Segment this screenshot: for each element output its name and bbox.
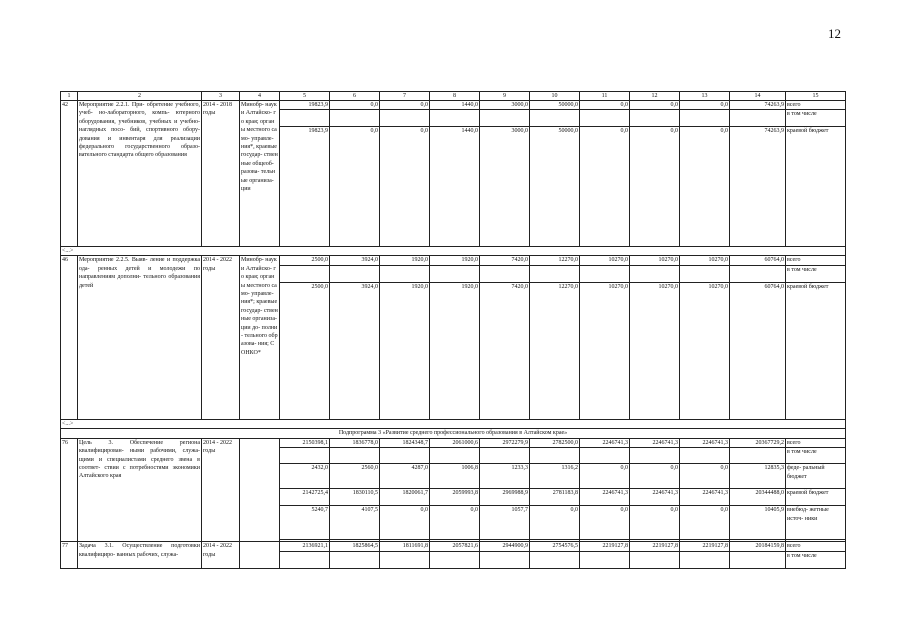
column-header: 4 bbox=[240, 92, 280, 101]
value-cell bbox=[580, 448, 630, 464]
value-cell bbox=[630, 265, 680, 282]
value-cell bbox=[630, 448, 680, 464]
value-cell: 2219127,8 bbox=[580, 542, 630, 551]
value-cell: 2246741,3 bbox=[580, 438, 630, 447]
value-cell bbox=[630, 551, 680, 568]
value-cell bbox=[280, 448, 330, 464]
value-cell bbox=[730, 551, 786, 568]
value-cell: 2969988,9 bbox=[480, 489, 530, 506]
value-cell: 0,0 bbox=[330, 127, 380, 247]
measure-name: Мероприятие 2.2.5. Выяв- ление и поддержка ода- ренных детей и молодежи по направлениям дополни- тельного образования детей bbox=[78, 256, 202, 419]
value-cell: 2782500,0 bbox=[530, 438, 580, 447]
source-label: всего bbox=[786, 438, 846, 447]
value-cell: 20184159,8 bbox=[730, 542, 786, 551]
value-cell: 2246741,3 bbox=[630, 489, 680, 506]
ellipsis-row bbox=[61, 247, 846, 256]
column-header: 13 bbox=[680, 92, 730, 101]
value-cell bbox=[330, 265, 380, 282]
executor bbox=[240, 438, 280, 541]
value-cell bbox=[430, 110, 480, 127]
table-row bbox=[61, 101, 846, 110]
period: 2014 - 2022 годы bbox=[202, 438, 240, 541]
value-cell: 0,0 bbox=[630, 506, 680, 540]
value-cell bbox=[580, 110, 630, 127]
value-cell: 0,0 bbox=[380, 101, 430, 110]
value-cell: 3924,0 bbox=[330, 282, 380, 419]
value-cell bbox=[530, 110, 580, 127]
value-cell: 1440,0 bbox=[430, 127, 480, 247]
value-cell bbox=[280, 110, 330, 127]
value-cell: 4287,0 bbox=[380, 464, 430, 489]
source-label: всего bbox=[786, 256, 846, 265]
value-cell bbox=[480, 551, 530, 568]
value-cell bbox=[530, 448, 580, 464]
column-number-row bbox=[61, 92, 846, 101]
value-cell bbox=[580, 551, 630, 568]
value-cell bbox=[380, 551, 430, 568]
value-cell bbox=[730, 110, 786, 127]
period: 2014 - 2018 годы bbox=[202, 101, 240, 247]
value-cell bbox=[380, 265, 430, 282]
value-cell: 2246741,3 bbox=[680, 438, 730, 447]
value-cell: 2219127,8 bbox=[630, 542, 680, 551]
executor bbox=[240, 542, 280, 568]
value-cell: 10270,0 bbox=[580, 282, 630, 419]
source-label: всего bbox=[786, 542, 846, 551]
value-cell: 2057821,6 bbox=[430, 542, 480, 551]
value-cell bbox=[530, 265, 580, 282]
period: 2014 - 2022 годы bbox=[202, 256, 240, 419]
column-header: 2 bbox=[78, 92, 202, 101]
value-cell bbox=[330, 551, 380, 568]
value-cell bbox=[680, 448, 730, 464]
value-cell: 0,0 bbox=[630, 127, 680, 247]
value-cell bbox=[330, 110, 380, 127]
value-cell: 19823,9 bbox=[280, 127, 330, 247]
task-name: Задача 3.1. Осуществление подготовки квалифициро- ванных рабочих, служа- bbox=[78, 542, 202, 568]
value-cell bbox=[280, 551, 330, 568]
column-header: 10 bbox=[530, 92, 580, 101]
value-cell: 60764,0 bbox=[730, 256, 786, 265]
value-cell: 2059993,8 bbox=[430, 489, 480, 506]
value-cell bbox=[680, 551, 730, 568]
ellipsis-row bbox=[61, 419, 846, 428]
value-cell: 1440,0 bbox=[430, 101, 480, 110]
value-cell: 7420,0 bbox=[480, 256, 530, 265]
value-cell: 0,0 bbox=[380, 127, 430, 247]
source-label: внебюд- жетные источ- ники bbox=[786, 506, 846, 540]
goal-name: Цель 3. Обеспечение региона квалифицирован- ными рабочими, служа- щими и специалистами среднего звена в соответ- ствии с потребностями экономики Алтайского края bbox=[78, 438, 202, 541]
ellipsis-text: <...> bbox=[61, 247, 846, 256]
value-cell bbox=[480, 265, 530, 282]
value-cell: 19823,9 bbox=[280, 101, 330, 110]
value-cell: 1006,8 bbox=[430, 464, 480, 489]
ellipsis-text: <...> bbox=[61, 419, 846, 428]
value-cell: 1057,7 bbox=[480, 506, 530, 540]
value-cell: 0,0 bbox=[580, 127, 630, 247]
value-cell: 10270,0 bbox=[680, 256, 730, 265]
column-header: 8 bbox=[430, 92, 480, 101]
value-cell: 0,0 bbox=[680, 464, 730, 489]
value-cell: 10270,0 bbox=[630, 282, 680, 419]
measure-name: Мероприятие 2.2.1. При- обретение учебного, учеб- но-лабораторного, компь- ютерного оборудования, учебников, учебных и учебно-наглядных посо- бий, спортивного обору- дования и инвентаря для реализации федерального государственного образо- вательного стандарта общего образования bbox=[78, 101, 202, 247]
value-cell: 2136921,1 bbox=[280, 542, 330, 551]
value-cell bbox=[330, 448, 380, 464]
value-cell bbox=[630, 110, 680, 127]
row-number: 42 bbox=[61, 101, 78, 247]
table-row bbox=[61, 542, 846, 551]
value-cell: 2781183,8 bbox=[530, 489, 580, 506]
value-cell bbox=[480, 110, 530, 127]
value-cell: 10270,0 bbox=[630, 256, 680, 265]
source-label: в том числе bbox=[786, 265, 846, 282]
column-header: 3 bbox=[202, 92, 240, 101]
row-number: 76 bbox=[61, 438, 78, 541]
value-cell: 10270,0 bbox=[680, 282, 730, 419]
value-cell: 74263,9 bbox=[730, 127, 786, 247]
value-cell bbox=[580, 265, 630, 282]
value-cell: 12270,0 bbox=[530, 282, 580, 419]
executor: Минобр- науки Алтайско- го края; органы местного само- управле- ния*, краевые государ- ственные общеоб- разова- тельные организа- ции bbox=[240, 101, 280, 247]
value-cell: 4107,5 bbox=[330, 506, 380, 540]
budget-table bbox=[60, 91, 846, 569]
column-header: 1 bbox=[61, 92, 78, 101]
column-header: 6 bbox=[330, 92, 380, 101]
value-cell: 2500,0 bbox=[280, 256, 330, 265]
value-cell: 0,0 bbox=[530, 506, 580, 540]
value-cell: 2944900,9 bbox=[480, 542, 530, 551]
column-header: 9 bbox=[480, 92, 530, 101]
value-cell: 10405,9 bbox=[730, 506, 786, 540]
executor: Минобр- науки Алтайско- го края; органы местного само- управле- ния*; краевые государ- ственные организа- ции до- полни- тельного образова- ния; СОНКО* bbox=[240, 256, 280, 419]
value-cell: 2219127,8 bbox=[680, 542, 730, 551]
row-number: 77 bbox=[61, 542, 78, 568]
value-cell bbox=[680, 265, 730, 282]
value-cell: 10270,0 bbox=[580, 256, 630, 265]
value-cell: 0,0 bbox=[630, 101, 680, 110]
value-cell: 2432,0 bbox=[280, 464, 330, 489]
value-cell: 0,0 bbox=[430, 506, 480, 540]
value-cell: 12835,3 bbox=[730, 464, 786, 489]
value-cell: 2246741,3 bbox=[680, 489, 730, 506]
value-cell: 2150398,1 bbox=[280, 438, 330, 447]
value-cell: 1920,0 bbox=[430, 256, 480, 265]
value-cell bbox=[430, 448, 480, 464]
value-cell: 0,0 bbox=[380, 506, 430, 540]
value-cell: 2500,0 bbox=[280, 282, 330, 419]
table-row bbox=[61, 256, 846, 265]
value-cell bbox=[430, 551, 480, 568]
source-label: в том числе bbox=[786, 448, 846, 464]
value-cell: 1811691,8 bbox=[380, 542, 430, 551]
value-cell: 1836778,0 bbox=[330, 438, 380, 447]
column-header: 7 bbox=[380, 92, 430, 101]
source-label: в том числе bbox=[786, 110, 846, 127]
subprogram-row bbox=[61, 428, 846, 438]
column-header: 11 bbox=[580, 92, 630, 101]
value-cell: 0,0 bbox=[580, 464, 630, 489]
value-cell: 0,0 bbox=[680, 127, 730, 247]
value-cell: 5240,7 bbox=[280, 506, 330, 540]
column-header: 15 bbox=[786, 92, 846, 101]
subprogram-title: Подпрограмма 3 «Развитие среднего профессионального образования в Алтайском крае» bbox=[61, 428, 846, 438]
value-cell: 1316,2 bbox=[530, 464, 580, 489]
value-cell: 2754576,5 bbox=[530, 542, 580, 551]
value-cell bbox=[480, 448, 530, 464]
value-cell: 2972279,9 bbox=[480, 438, 530, 447]
value-cell: 50000,0 bbox=[530, 101, 580, 110]
period: 2014 - 2022 годы bbox=[202, 542, 240, 568]
value-cell: 3000,0 bbox=[480, 101, 530, 110]
value-cell: 20344488,0 bbox=[730, 489, 786, 506]
value-cell: 1825864,5 bbox=[330, 542, 380, 551]
value-cell: 60764,0 bbox=[730, 282, 786, 419]
source-label: феде- ральный бюджет bbox=[786, 464, 846, 489]
value-cell: 50000,0 bbox=[530, 127, 580, 247]
value-cell: 2246741,3 bbox=[580, 489, 630, 506]
value-cell: 3000,0 bbox=[480, 127, 530, 247]
value-cell bbox=[430, 265, 480, 282]
value-cell: 1920,0 bbox=[380, 256, 430, 265]
value-cell: 74263,9 bbox=[730, 101, 786, 110]
value-cell bbox=[730, 265, 786, 282]
value-cell: 1920,0 bbox=[430, 282, 480, 419]
value-cell: 20367729,2 bbox=[730, 438, 786, 447]
source-label: всего bbox=[786, 101, 846, 110]
value-cell: 2560,0 bbox=[330, 464, 380, 489]
value-cell: 7420,0 bbox=[480, 282, 530, 419]
value-cell bbox=[680, 110, 730, 127]
value-cell bbox=[380, 448, 430, 464]
value-cell bbox=[530, 551, 580, 568]
value-cell: 0,0 bbox=[680, 101, 730, 110]
value-cell: 0,0 bbox=[680, 506, 730, 540]
value-cell: 1824348,7 bbox=[380, 438, 430, 447]
table-row bbox=[61, 438, 846, 447]
value-cell: 2142725,4 bbox=[280, 489, 330, 506]
source-label: краевой бюджет bbox=[786, 489, 846, 506]
value-cell: 2061000,6 bbox=[430, 438, 480, 447]
column-header: 5 bbox=[280, 92, 330, 101]
source-label: краевой бюджет bbox=[786, 282, 846, 419]
value-cell: 0,0 bbox=[630, 464, 680, 489]
value-cell: 1233,3 bbox=[480, 464, 530, 489]
value-cell: 1830110,5 bbox=[330, 489, 380, 506]
value-cell bbox=[730, 448, 786, 464]
source-label: краевой бюджет bbox=[786, 127, 846, 247]
source-label: в том числе bbox=[786, 551, 846, 568]
row-number: 46 bbox=[61, 256, 78, 419]
value-cell: 0,0 bbox=[330, 101, 380, 110]
value-cell: 3924,0 bbox=[330, 256, 380, 265]
value-cell bbox=[380, 110, 430, 127]
value-cell: 1820061,7 bbox=[380, 489, 430, 506]
value-cell bbox=[280, 265, 330, 282]
column-header: 12 bbox=[630, 92, 680, 101]
value-cell: 1920,0 bbox=[380, 282, 430, 419]
value-cell: 2246741,3 bbox=[630, 438, 680, 447]
value-cell: 0,0 bbox=[580, 101, 630, 110]
value-cell: 12270,0 bbox=[530, 256, 580, 265]
column-header: 14 bbox=[730, 92, 786, 101]
page-number: 12 bbox=[828, 26, 841, 41]
value-cell: 0,0 bbox=[580, 506, 630, 540]
